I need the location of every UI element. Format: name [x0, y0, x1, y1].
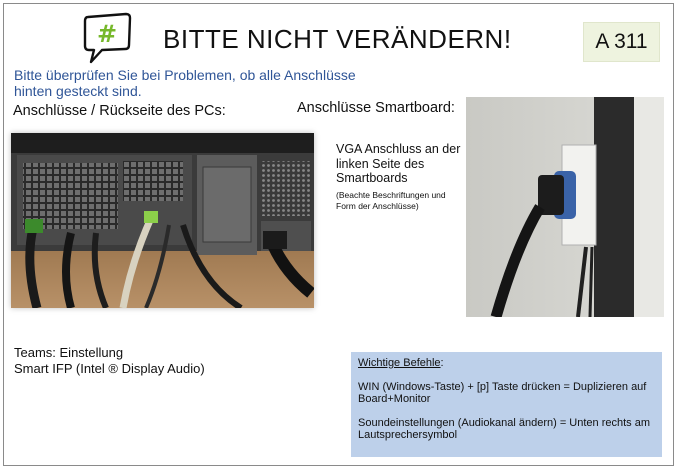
- room-number-badge: [583, 22, 660, 62]
- teams-audio-setting: [14, 345, 205, 376]
- vga-note-hint: (Beachte Beschriftungen und Form der Anschlüsse): [336, 189, 446, 211]
- notice-text: Bitte überprüfen Sie bei Problemen, ob alle Anschlüsse hinten gesteckt sind.: [14, 67, 356, 99]
- commands-title-row: [358, 357, 655, 370]
- vga-note-main: VGA Anschluss an der linken Seite des Smartboards: [336, 142, 461, 185]
- teams-setting-line1: Teams: Einstellung: [14, 345, 124, 360]
- teams-setting-line2: Smart IFP (Intel ® Display Audio): [14, 360, 205, 376]
- vga-connection-note: [336, 142, 466, 212]
- logo-hashtag: #: [96, 20, 118, 48]
- important-commands-box: [351, 352, 662, 457]
- hashtag-speech-bubble-icon: [80, 11, 134, 65]
- pc-rear-photo: [11, 133, 314, 308]
- command-sound-settings: Soundeinstellungen (Audiokanal ändern) = Unten rechts am Lautsprechersymbol: [358, 416, 650, 441]
- commands-title: Wichtige Befehle: [358, 357, 441, 369]
- room-number: A 311: [595, 30, 648, 53]
- page-title: BITTE NICHT VERÄNDERN!: [163, 24, 512, 54]
- smartboard-connections-heading: Anschlüsse Smartboard:: [297, 100, 455, 116]
- command-duplicate-display: WIN (Windows-Taste) + [p] Taste drücken = Duplizieren auf Board+Monitor: [358, 380, 647, 405]
- commands-title-colon: :: [440, 357, 444, 369]
- pc-connections-heading: Anschlüsse / Rückseite des PCs:: [13, 103, 226, 119]
- smartboard-vga-photo: [466, 97, 664, 317]
